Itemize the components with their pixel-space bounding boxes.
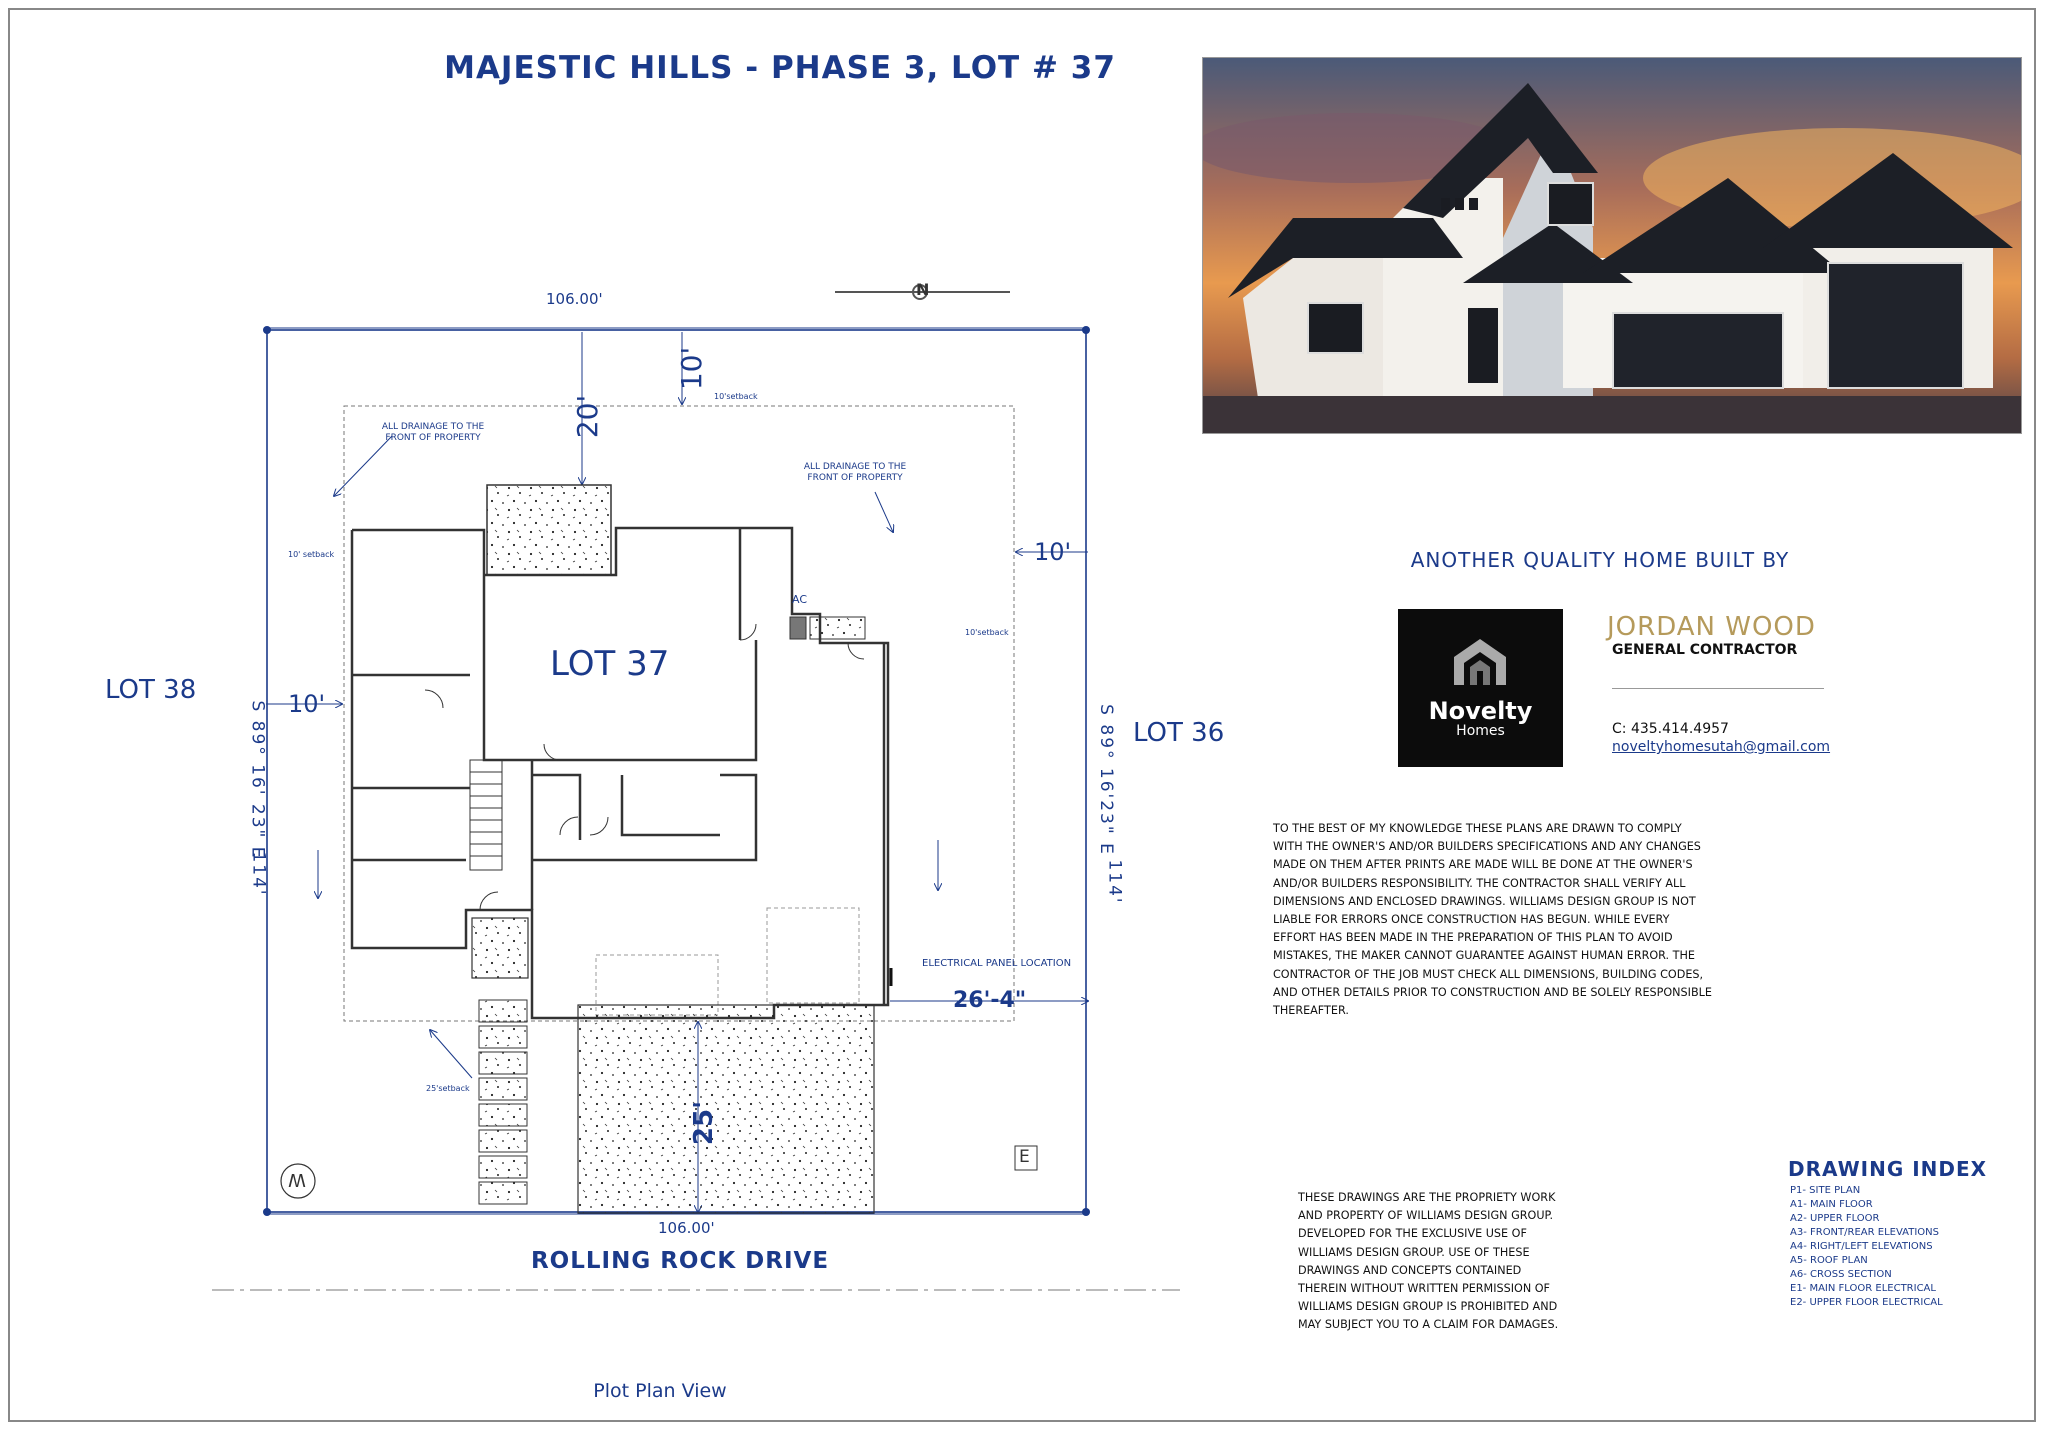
drawing-index-item: A5- ROOF PLAN: [1790, 1255, 1868, 1266]
street-name: ROLLING ROCK DRIVE: [530, 1248, 830, 1274]
dim-20: 20': [571, 394, 605, 439]
house-logo-icon: [1450, 635, 1510, 691]
novelty-homes-logo: [1398, 609, 1563, 767]
logo-subtitle: Homes: [1456, 723, 1505, 739]
driveway: [578, 1005, 874, 1213]
dim-25: 25': [689, 1100, 720, 1146]
drawing-index-list: [1790, 1184, 1943, 1310]
drawing-index-item: A3- FRONT/REAR ELEVATIONS: [1790, 1227, 1939, 1238]
setback-top-note: 10'setback: [714, 392, 758, 401]
plot-plan-view-label: Plot Plan View: [593, 1380, 727, 1402]
setback-front-note: 25'setback: [426, 1084, 470, 1093]
contractor-phone: C: 435.414.4957: [1612, 721, 1729, 737]
dim-10-right: 10': [1034, 538, 1072, 566]
contractor-divider: [1612, 688, 1824, 689]
contractor-role: GENERAL CONTRACTOR: [1612, 642, 1798, 658]
right-length: 114': [1104, 859, 1125, 905]
dim-10-top: 10': [675, 346, 709, 391]
contractor-email-link[interactable]: noveltyhomesutah@gmail.com: [1612, 739, 1831, 755]
built-by-heading: ANOTHER QUALITY HOME BUILT BY: [1410, 548, 1790, 572]
drawing-index-item: E2- UPPER FLOOR ELECTRICAL: [1790, 1297, 1943, 1308]
front-porch: [472, 918, 528, 978]
setback-right-note: 10'setback: [965, 628, 1009, 637]
drawing-index-item: A1- MAIN FLOOR: [1790, 1199, 1873, 1210]
lot-38-label: LOT 38: [105, 675, 197, 705]
top-dimension: 106.00': [546, 290, 603, 308]
drawing-index-item: A4- RIGHT/LEFT ELEVATIONS: [1790, 1241, 1933, 1252]
drawing-index-item: A2- UPPER FLOOR: [1790, 1213, 1880, 1224]
drainage-note-right: ALL DRAINAGE TO THE FRONT OF PROPERTY: [803, 462, 907, 483]
lot-36-label: LOT 36: [1133, 718, 1225, 748]
setback-line: [344, 406, 1014, 1021]
dim-10-left: 10': [288, 690, 326, 718]
west-marker: W: [288, 1169, 306, 1190]
lot-37-label: LOT 37: [550, 644, 670, 684]
property-notice: THESE DRAWINGS ARE THE PROPRIETY WORK AND PROPERTY OF WILLIAMS DESIGN GROUP. DEVELOPED FOR THE EXCLUSIVE USE OF WILLIAMS DESIGN GROUP. USE OF THESE DRAWINGS AND CONCEPTS CONTAINED THEREIN WITHOUT WRITTEN PERMISSION OF WILLIAMS DESIGN GROUP IS PROHIBITED AND MAY SUBJECT YOU TO A CLAIM FOR DAMAGES.: [1298, 1191, 1559, 1332]
house-floorplan: [352, 528, 888, 1018]
contractor-name: JORDAN WOOD: [1607, 612, 1816, 642]
north-marker: N: [916, 280, 930, 299]
logo-name: Novelty: [1428, 697, 1533, 725]
ac-label: AC: [792, 593, 808, 606]
drawing-index-title: DRAWING INDEX: [1788, 1157, 1988, 1181]
left-length: 114': [248, 851, 269, 897]
rear-patio: [487, 485, 611, 575]
dim-26: 26'-4": [953, 988, 1027, 1013]
left-bearing: S 89° 16' 23" E: [247, 700, 268, 860]
walkway: [479, 1000, 527, 1204]
drawing-index-item: E1- MAIN FLOOR ELECTRICAL: [1790, 1283, 1936, 1294]
right-bearing: S 89° 16'23" E: [1095, 704, 1116, 856]
drainage-note-left: ALL DRAINAGE TO THE FRONT OF PROPERTY: [381, 422, 485, 443]
house-rendering: [1202, 57, 2022, 434]
drawing-index-item: A6- CROSS SECTION: [1790, 1269, 1892, 1280]
disclaimer-text: TO THE BEST OF MY KNOWLEDGE THESE PLANS ARE DRAWN TO COMPLY WITH THE OWNER'S AND/OR BUILDERS SPECIFICATIONS AND ANY CHANGES MADE ON THEM AFTER PRINTS ARE MADE WILL BE DONE AT THE OWNER'S AND/OR BUILDERS RESPONSIBILITY. THE CONTRACTOR SHALL VERIFY ALL DIMENSIONS AND ENCLOSED DRAWINGS. WILLIAMS DESIGN GROUP IS NOT LIABLE FOR ERRORS ONCE CONSTRUCTION HAS BEGUN. WHILE EVERY EFFORT HAS BEEN MADE IN THE PREPARATION OF THIS PLAN TO AVOID MISTAKES, THE MAKER CANNOT GUARANTEE AGAINST HUMAN ERROR. THE CONTRACTOR OF THE JOB MUST CHECK ALL DIMENSIONS, BUILDING CODES, AND OTHER DETAILS PRIOR TO CONSTRUCTION AND BE SOLELY RESPONSIBLE THEREAFTER.: [1273, 822, 1712, 1018]
page-title: MAJESTIC HILLS - PHASE 3, LOT # 37: [444, 50, 1116, 86]
bottom-dimension: 106.00': [658, 1219, 715, 1237]
east-marker: E: [1019, 1147, 1030, 1167]
drawing-index-item: P1- SITE PLAN: [1790, 1185, 1861, 1196]
setback-left-note: 10' setback: [288, 550, 335, 559]
electrical-panel-label: ELECTRICAL PANEL LOCATION: [922, 958, 1072, 969]
